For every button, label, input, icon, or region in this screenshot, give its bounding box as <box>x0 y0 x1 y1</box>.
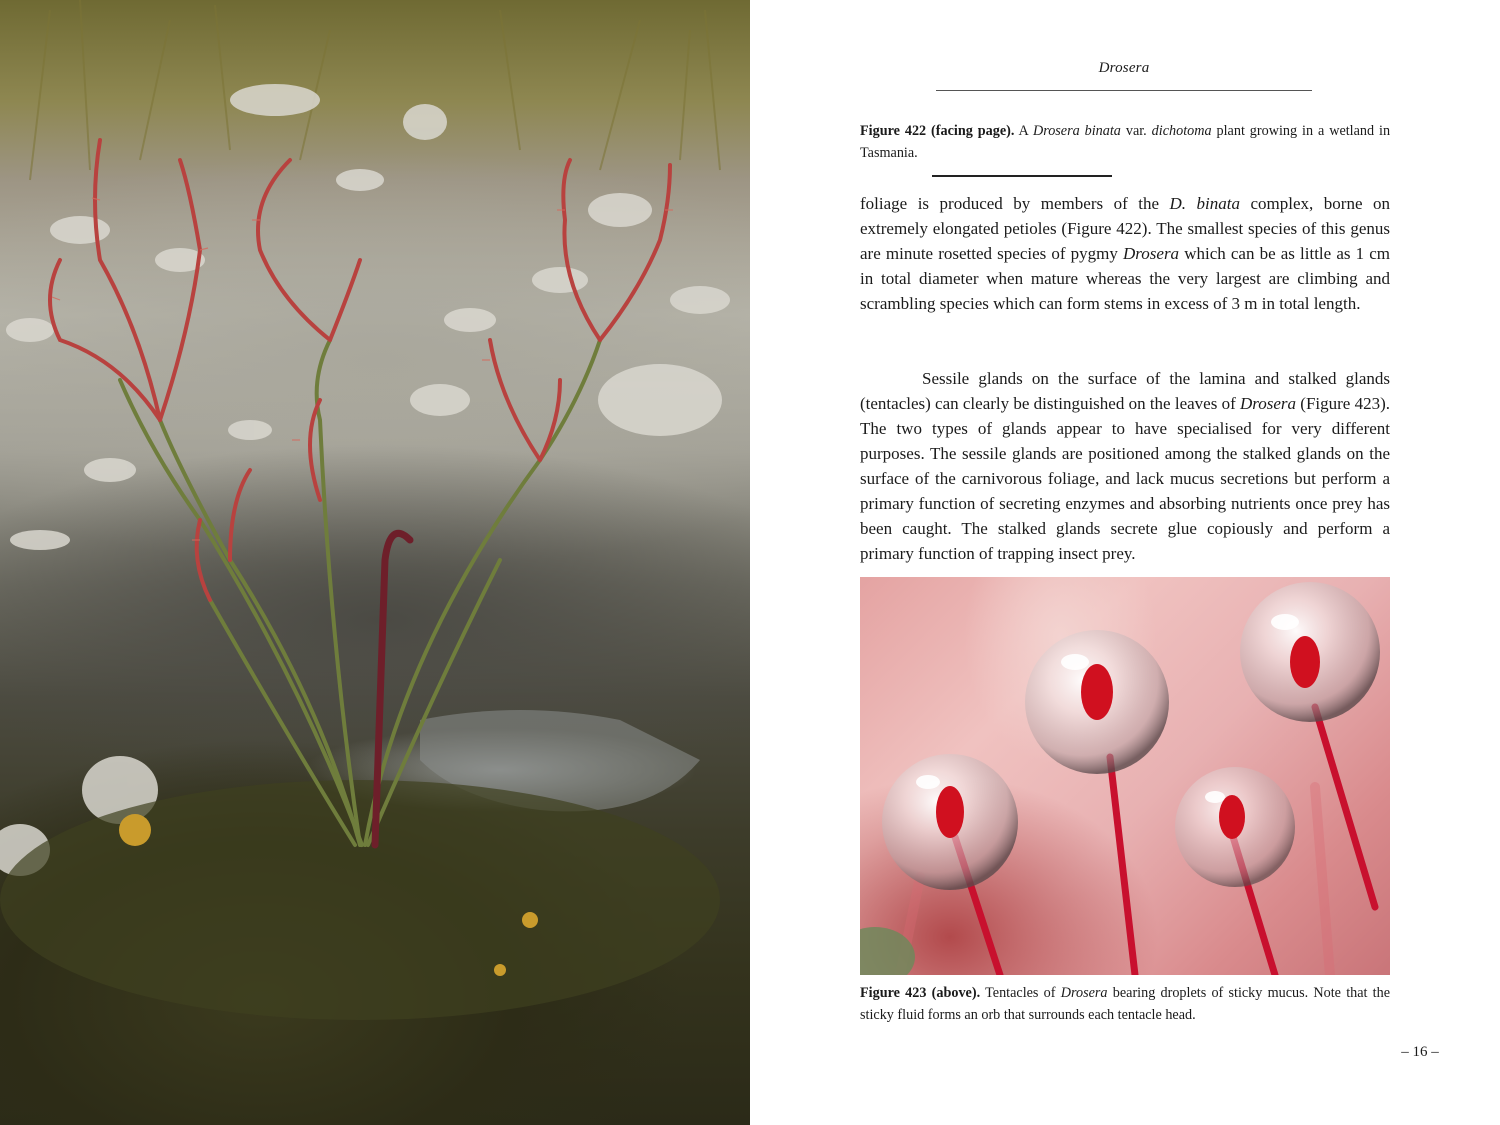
species-name: D. binata <box>1169 194 1240 213</box>
figure-422-caption <box>860 120 1390 164</box>
species-name: Drosera binata <box>1032 123 1121 139</box>
body-paragraph-1 <box>860 191 1390 316</box>
body-paragraph-2 <box>860 366 1390 566</box>
genus-name: Drosera <box>1060 985 1108 1001</box>
paragraph-text: foliage is produced by members of the <box>860 194 1160 213</box>
caption-rule <box>932 175 1112 177</box>
figure-423-caption <box>860 982 1390 1026</box>
figure-423-label: Figure 423 (above). <box>860 985 981 1001</box>
variety-name: dichotoma <box>1151 123 1212 139</box>
caption-text: bearing droplets of sticky mucus. Note that the sticky fluid forms an orb that surrounds each tentacle head. <box>860 985 1391 1023</box>
caption-text: A <box>1018 123 1029 139</box>
caption-text: var. <box>1125 123 1147 139</box>
paragraph-text: complex, borne on extremely elongated petioles (Figure 422). The smallest species of this genus are minute rosetted species of pygmy <box>860 194 1390 263</box>
paragraph-text: Sessile glands on the surface of the lamina and stalked glands (tentacles) can clearly be distinguished on the leaves of <box>860 369 1390 413</box>
genus-name: Drosera <box>1240 394 1297 413</box>
page-number: – 16 – <box>1401 1044 1439 1060</box>
paragraph-text: (Figure 423). The two types of glands appear to have specialised for very different purposes. The sessile glands are positioned among the stalked glands on the surface of the carnivorous foliage, and lack mucus secretions but perform a primary function of secreting enzymes and absorbing nutrients once prey has been caught. The stalked glands secrete glue copiously and perform a primary function of trapping insect prey. <box>860 394 1391 563</box>
droplets-illustration <box>860 577 1390 975</box>
paragraph-text: which can be as little as 1 cm in total diameter when mature whereas the very largest are climbing and scrambling species which can form stems in excess of 3 m in total length. <box>860 244 1390 313</box>
caption-text: plant growing in a wetland in Tasmania. <box>860 123 1391 161</box>
running-head: Drosera <box>1098 60 1150 76</box>
tentacle-droplets-photo <box>860 577 1390 975</box>
figure-422-label: Figure 422 (facing page). <box>860 123 1015 139</box>
header-rule <box>936 90 1312 91</box>
caption-text: Tentacles of <box>985 985 1056 1001</box>
genus-name: Drosera <box>1123 244 1180 263</box>
